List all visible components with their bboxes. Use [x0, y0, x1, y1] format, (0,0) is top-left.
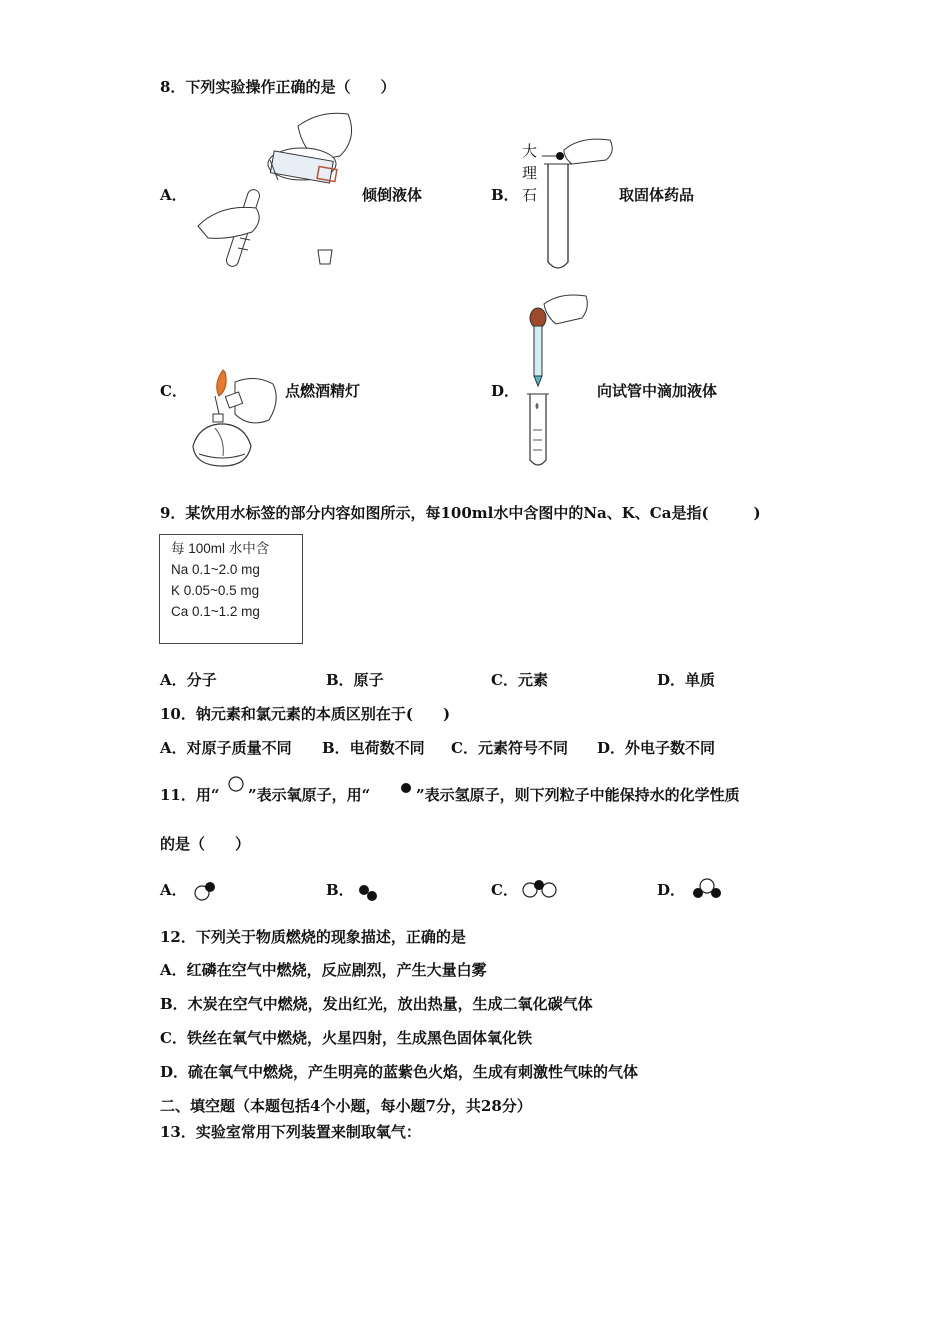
q10-stem: 10．钠元素和氯元素的本质区别在于( ) — [160, 705, 451, 723]
q11-option-a-letter: A． — [160, 881, 187, 899]
q8-option-d-caption: 向试管中滴加液体 — [597, 382, 718, 400]
q11-option-b-letter: B． — [326, 881, 354, 899]
marble-label-char-2: 理 — [522, 164, 538, 182]
q12-option-c: C．铁丝在氧气中燃烧，火星四射，生成黑色固体氧化铁 — [160, 1029, 532, 1047]
q11-stem-part2: ”表示氧原子，用“ — [248, 786, 371, 804]
q11-option-d-letter: D． — [657, 881, 686, 899]
oxygen-atom-icon — [226, 774, 246, 794]
q12-stem: 12．下列关于物质燃烧的现象描述，正确的是 — [160, 928, 466, 946]
molecule-c-icon — [520, 876, 560, 902]
marble-label-char-3: 石 — [522, 186, 538, 204]
molecule-b-icon — [356, 882, 382, 906]
q12-option-a: A．红磷在空气中燃烧，反应剧烈，产生大量白雾 — [160, 961, 487, 979]
q8-option-a-letter: A． — [160, 186, 187, 204]
q11-stem-part1: 11．用“ — [160, 786, 220, 804]
q8-option-b-letter: B． — [491, 186, 519, 204]
label-line-3: K 0.05~0.5 mg — [171, 583, 260, 598]
q8-stem: 8．下列实验操作正确的是（ ） — [160, 78, 396, 96]
q9-option-a: A．分子 — [160, 671, 217, 689]
label-line-2: Na 0.1~2.0 mg — [171, 562, 260, 577]
hydrogen-atom-icon — [398, 780, 414, 796]
q8-option-d-letter: D． — [491, 382, 520, 400]
label-line-1: 每 100ml 水中含 — [171, 541, 270, 556]
molecule-a-icon — [192, 878, 222, 904]
label-line-4: Ca 0.1~1.2 mg — [171, 604, 260, 619]
marble-test-tube-figure — [540, 134, 620, 274]
water-label-box — [159, 534, 303, 644]
lighting-alcohol-lamp-figure — [185, 366, 290, 474]
dropper-test-tube-figure — [520, 290, 595, 472]
q8-option-c-caption: 点燃酒精灯 — [285, 382, 361, 400]
q10-option-d: D．外电子数不同 — [597, 739, 716, 757]
q12-option-b: B．木炭在空气中燃烧，发出红光，放出热量，生成二氧化碳气体 — [160, 995, 593, 1013]
q9-option-d: D．单质 — [657, 671, 716, 689]
q9-stem: 9．某饮用水标签的部分内容如图所示，每100ml水中含图中的Na、K、Ca是指( ) — [160, 504, 761, 522]
q8-option-c-letter: C． — [160, 382, 187, 400]
q8-option-b-caption: 取固体药品 — [619, 186, 695, 204]
q10-option-c: C．元素符号不同 — [451, 739, 568, 757]
q11-stem-line2: 的是（ ） — [160, 835, 251, 853]
q11-stem-part3: ”表示氢原子，则下列粒子中能保持水的化学性质 — [416, 786, 740, 804]
molecule-d-icon — [690, 876, 724, 902]
marble-label — [522, 140, 542, 206]
q9-option-c: C．元素 — [491, 671, 548, 689]
marble-label-char-1: 大 — [522, 142, 538, 160]
q10-option-b: B．电荷数不同 — [322, 739, 425, 757]
section-heading: 二、填空题（本题包括4个小题，每小题7分，共28分） — [160, 1097, 532, 1115]
q11-option-c-letter: C． — [491, 881, 518, 899]
q9-option-b: B．原子 — [326, 671, 384, 689]
pouring-liquid-figure — [190, 108, 365, 268]
q12-option-d: D．硫在氧气中燃烧，产生明亮的蓝紫色火焰，生成有刺激性气味的气体 — [160, 1063, 639, 1081]
q10-option-a: A．对原子质量不同 — [160, 739, 292, 757]
q13-stem: 13．实验室常用下列装置来制取氧气： — [160, 1123, 421, 1141]
q8-option-a-caption: 倾倒液体 — [362, 186, 423, 204]
